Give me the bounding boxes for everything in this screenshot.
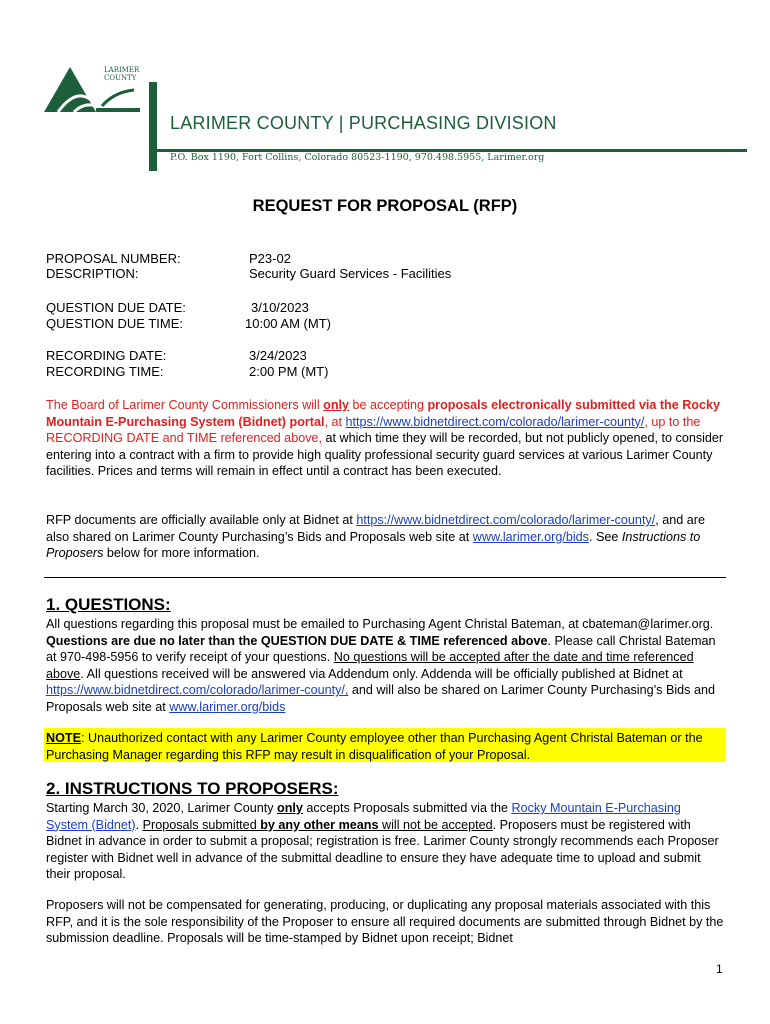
instructions-text: . [135,817,143,832]
recording-date: 3/24/2023 [249,348,307,363]
instructions-text: . Proposers must be registered with Bidnet in advance in order to submit a proposal; registration is free. Larimer County strongly recommends each Proposer register with Bidnet well in advance of the submittal deadline to ensure they have adequate time to upload and submit their proposal. [46,817,719,882]
availability-text: , and are also shared on Larimer County Purchasing’s Bids and Proposals web site at [46,513,705,544]
section-divider [44,577,726,578]
instructions-heading [46,779,339,799]
only-emphasis: only [323,398,350,412]
availability-text: . See [588,529,622,544]
questions-heading-text: 1. QUESTIONS: [46,595,171,614]
org-address: P.O. Box 1190, Fort Collins, Colorado 80523-1190, 970.498.5955, Larimer.org [170,152,545,163]
intro-bold: proposals electronically submitted via the Rocky Mountain E-Purchasing System (Bidnet) portal [46,398,721,429]
larimer-bids-link[interactable]: www.larimer.org/bids [472,529,589,544]
compensation-paragraph: Proposers will not be compensated for generating, producing, or duplicating any proposal materials associated with this RFP, and it is the sole responsibility of the Proposer to ensure all required documents are submitted through Bidnet by the submission deadline. Proposals will be time-stamped by Bidnet upon receipt; Bidnet [46,898,724,946]
question-due-time: 10:00 AM (MT) [245,316,331,331]
proposal-number-label: PROPOSAL NUMBER: [46,251,181,266]
document-title: REQUEST FOR PROPOSAL (RFP) [252,197,518,215]
instructions-underline-bold: by any other means [260,817,379,832]
availability-text: below for more information. [103,546,260,561]
instructions-reference: Instructions to Proposers [46,529,701,561]
note-paragraph [46,730,726,763]
instructions-text: Starting March 30, 2020, Larimer County [46,801,277,815]
page-number: 1 [716,962,723,976]
only-emphasis: only [277,801,303,815]
instructions-text: accepts Proposals submitted via the [302,801,512,815]
description: Security Guard Services - Facilities [249,266,452,281]
questions-text: and will also be shared on Larimer County Purchasing’s Bids and Proposals web site at [46,683,715,714]
question-due-time-label: QUESTION DUE TIME: [46,316,183,331]
org-title: LARIMER COUNTY | PURCHASING DIVISION [170,113,557,133]
bidnet-link[interactable]: https://www.bidnetdirect.com/colorado/larimer-county/ [356,513,656,527]
description-label: DESCRIPTION: [46,266,139,281]
note-text: : Unauthorized contact with any Larimer County employee other than Purchasing Agent Christal Bateman or the Purchasing Manager regarding this RFP may result in disqualification of your Proposal. [46,731,703,762]
instructions-underline: will not be accepted [378,817,493,832]
intro-text: , up to the RECORDING DATE and TIME referenced above, [46,414,701,446]
intro-text: , at [324,414,346,429]
bidnet-portal-link[interactable]: Rocky Mountain E-Purchasing System (Bidnet) [46,801,681,832]
recording-date-label: RECORDING DATE: [46,348,167,363]
recording-time: 2:00 PM (MT) [249,364,329,379]
questions-text: All questions regarding this proposal must be emailed to Purchasing Agent Christal Bateman, at cbateman@larimer.org. [46,617,714,631]
questions-underline: No questions will be accepted after the date and time referenced above [46,650,694,681]
logo-text: LARIMER COUNTY [104,66,140,82]
larimer-bids-link[interactable]: www.larimer.org/bids [169,699,286,714]
intro-text: The Board of Larimer County Commissioners will [46,398,324,412]
proposal-number: P23-02 [249,251,291,266]
questions-paragraph [46,616,726,716]
questions-bold: Questions are due no later than the QUESTION DUE DATE & TIME referenced above [46,633,548,648]
recording-time-label: RECORDING TIME: [46,364,164,379]
instructions-underline: Proposals submitted [142,817,261,832]
question-due-date: 3/10/2023 [251,300,309,315]
questions-text: . Please call Christal Bateman at 970-498-5956 to verify receipt of your questions. [46,633,716,665]
questions-heading [46,595,171,615]
note-label: NOTE [46,731,81,745]
bidnet-link[interactable]: https://www.bidnetdirect.com/colorado/larimer-county/ [345,414,645,429]
questions-text: . All questions received will be answered via Addendum only. Addenda will be officially published at Bidnet at [80,666,683,681]
availability-text: RFP documents are officially available only at Bidnet at [46,513,357,527]
intro-text: at which time they will be recorded, but not publicly opened, to consider entering into a contract with a firm to provide high quality professional security guard services at various Larimer County facilities. Prices and terms will remain in effect until a contract has been executed. [46,431,724,479]
instructions-heading-text: 2. INSTRUCTIONS TO PROPOSERS: [46,779,339,798]
instructions-paragraph [46,800,726,883]
intro-paragraph [46,397,726,480]
bidnet-link[interactable]: https://www.bidnetdirect.com/colorado/larimer-county/, [46,683,349,698]
availability-paragraph [46,512,726,562]
question-due-date-label: QUESTION DUE DATE: [46,300,186,315]
header-vertical-rule [149,82,157,171]
intro-text: be accepting [349,398,428,412]
